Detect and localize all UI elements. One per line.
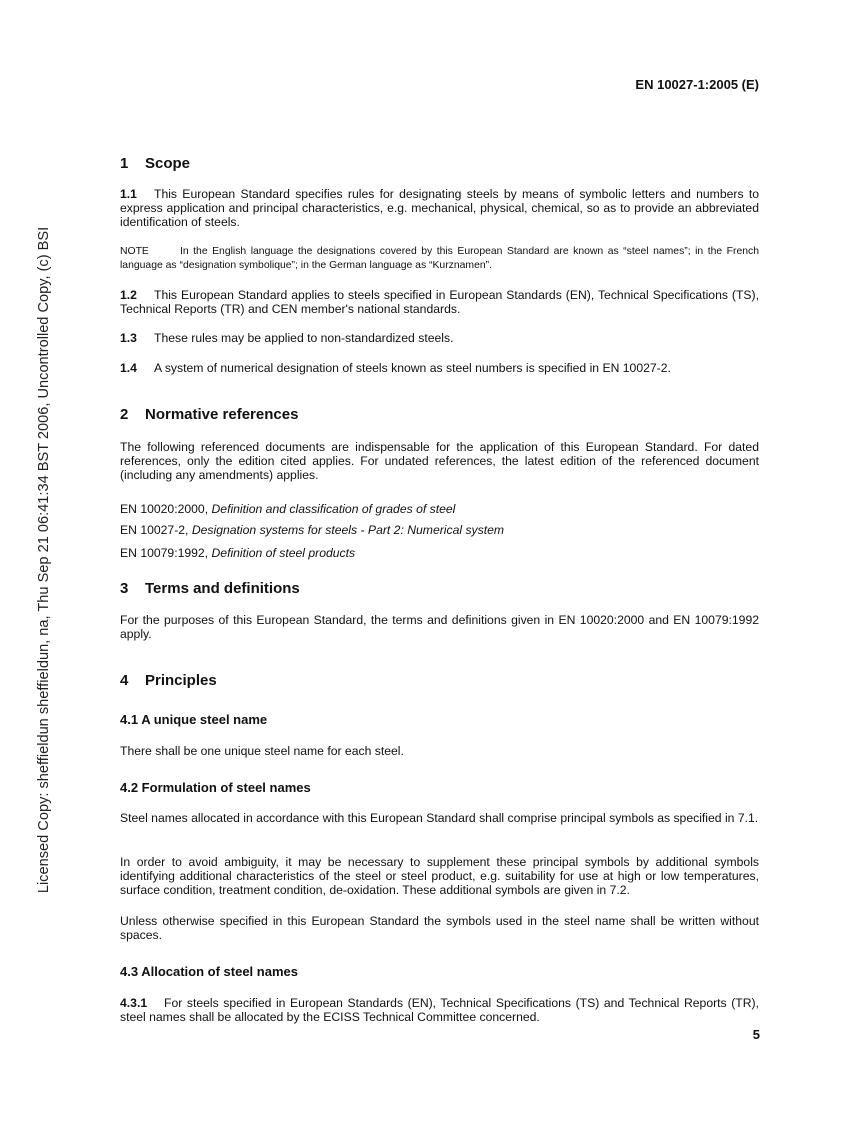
clause-1-3: 1.3 These rules may be applied to non-standardized steels. [120, 331, 454, 345]
clause-4-3-1: 4.3.1 For steels specified in European Standards (EN), Technical Specifications (TS) and Technical Reports (TR), steel names shall be allocated by the ECISS Technical Committee concerned. [120, 996, 759, 1024]
section-3-heading: 3 Terms and definitions [120, 580, 300, 597]
terms-text: For the purposes of this European Standard, the terms and definitions given in EN 10020:2000 and EN 10079:1992 apply. [120, 613, 759, 641]
subsection-4-2-para-2: In order to avoid ambiguity, it may be necessary to supplement these principal symbols by additional symbols identifying additional characteristics of the steel or steel product, e.g. suitability for use at high or low temperatures, surface condition, treatment condition, de-oxidation. These additional symbols are given in 7.2. [120, 855, 759, 897]
subsection-4-1-heading: 4.1 A unique steel name [120, 712, 268, 727]
reference-item: EN 10027-2, Designation systems for steels - Part 2: Numerical system [120, 523, 505, 537]
subsection-4-3-heading: 4.3 Allocation of steel names [120, 964, 298, 979]
page-number: 5 [752, 1027, 760, 1042]
clause-1-2: 1.2 This European Standard applies to steels specified in European Standards (EN), Technical Specifications (TS), Technical Reports (TR) and CEN member's national standards. [120, 288, 759, 316]
normative-intro: The following referenced documents are indispensable for the application of this European Standard. For dated references, only the edition cited applies. For undated references, the latest edition of the referenced document (including any amendments) applies. [120, 440, 759, 482]
subsection-4-2-para-1: Steel names allocated in accordance with this European Standard shall comprise principal symbols as specified in 7.1. [120, 811, 759, 825]
license-watermark: Licensed Copy: sheffieldun sheffieldun, na, Thu Sep 21 06:41:34 BST 2006, Uncontrolled Copy, (c) BSI [36, 226, 52, 894]
section-1-heading: 1 Scope [120, 155, 191, 172]
section-4-heading: 4 Principles [120, 672, 217, 689]
clause-1-4: 1.4 A system of numerical designation of steels known as steel numbers is specified in EN 10027-2. [120, 361, 671, 375]
document-id: EN 10027-1:2005 (E) [635, 77, 759, 92]
reference-item: EN 10079:1992, Definition of steel products [120, 546, 356, 560]
scope-note: NOTE In the English language the designations covered by this European Standard are known as “steel names”; in the French language as “designation symbolique”; in the German language as “Kurznamen”. [120, 246, 759, 271]
subsection-4-2-para-3: Unless otherwise specified in this European Standard the symbols used in the steel name shall be written without spaces. [120, 914, 759, 942]
section-2-heading: 2 Normative references [120, 406, 299, 423]
clause-1-1: 1.1 This European Standard specifies rules for designating steels by means of symbolic letters and numbers to express application and principal characteristics, e.g. mechanical, physical, chemical, so as to provide an abbreviated identification of steels. [120, 187, 759, 229]
subsection-4-1-text: There shall be one unique steel name for each steel. [120, 744, 404, 758]
reference-item: EN 10020:2000, Definition and classification of grades of steel [120, 502, 456, 516]
subsection-4-2-heading: 4.2 Formulation of steel names [120, 780, 311, 795]
